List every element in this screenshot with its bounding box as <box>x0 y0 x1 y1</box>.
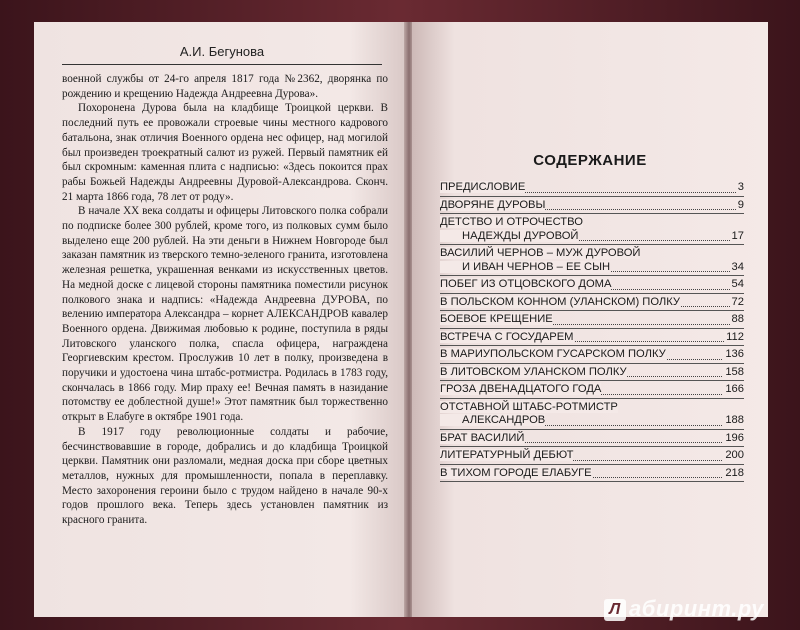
labirint-logo-icon: Л <box>604 599 626 621</box>
toc-page-number: 17 <box>731 229 744 242</box>
toc-entry <box>440 465 744 483</box>
toc-entry-title: В МАРИУПОЛЬСКОМ ГУСАРСКОМ ПОЛКУ <box>440 348 666 360</box>
toc-entry <box>440 276 744 294</box>
toc-page-number: 9 <box>737 198 744 211</box>
toc-page-number: 112 <box>726 330 744 343</box>
toc-entry-title: В ЛИТОВСКОМ УЛАНСКОМ ПОЛКУ <box>440 365 627 378</box>
toc-page-number: 200 <box>725 449 744 461</box>
toc-entry <box>440 245 744 276</box>
toc-entry-title: ВАСИЛИЙ ЧЕРНОВ – МУЖ ДУРОВОЙ <box>440 247 641 259</box>
paragraph: В 1917 году революционные солдаты и рабочие, бесчинствовавшие в городе, добрались и до кладбища Троицкой церкви. Памятник они разломали, медная доска при сборе цветных металлов, нужных для промышленности, попала в переплавку. Место захоронения героини было с трудом найдено в начале 90-х годов прошлого века. Теперь здесь установлен памятник из красного гранита. <box>62 425 388 527</box>
toc-page-number: 196 <box>725 431 744 444</box>
toc-entry <box>440 399 744 430</box>
toc-entry <box>440 294 744 312</box>
watermark-text: абиринт.ру <box>629 596 764 621</box>
toc-entry-title: В ПОЛЬСКОМ КОННОМ (УЛАНСКОМ) ПОЛКУ <box>440 295 680 308</box>
toc-entry-title: ВСТРЕЧА С ГОСУДАРЕМ <box>440 330 574 343</box>
running-head-author: А.И. Бегунова <box>62 44 382 65</box>
toc-page-number: 158 <box>725 365 744 378</box>
table-of-contents <box>440 179 744 482</box>
toc-entry <box>440 329 744 347</box>
toc-page-number: 188 <box>725 414 744 426</box>
toc-entry-title: ПРЕДИСЛОВИЕ <box>440 181 526 193</box>
paragraph: В начале XX века солдаты и офицеры Литовского полка собрали по подписке более 300 рублей, кроме того, из полковых сумм было выделено еще 200 рублей. На эти деньги в Нижнем Новгороде был заказан памятник из тверского темно-зеленого гранита, изготовлена железная решетка, украшенная венками из искусственных цветов. На медной доске с лицевой стороны памятника поместили рисунок полкового знака и надпись: «Надежда Андреевна ДУРОВА, по велению императора Александра – корнет АЛЕКСАНДРОВ кавалер Военного ордена. Движимая любовью к родине, поступила в ряды Литовского уланского полка, спасла офицера, награждена Георгиевским крестом. Прослужив 10 лет в полку, произведена в поручики и удостоена чина штабс-ротмистра. Родилась в 1783 году, скончалась в 1866 году. Мир праху ее! Вечная память в назидание потомству ее доблестной душе!» Этот памятник был торжественно открыт в Елабуге в октябре 1901 года. <box>62 205 388 424</box>
toc-page-number: 54 <box>731 278 744 290</box>
toc-page-number: 88 <box>731 313 744 325</box>
paragraph: военной службы от 24-го апреля 1817 года №2362, дворянка по рождению и крещению Надежда Андреевна Дурова». <box>62 73 388 100</box>
toc-entry <box>440 364 744 382</box>
toc-entry-title: БОЕВОЕ КРЕЩЕНИЕ <box>440 313 553 325</box>
toc-entry-title: ЛИТЕРАТУРНЫЙ ДЕБЮТ <box>440 449 574 461</box>
toc-entry-title: БРАТ ВАСИЛИЙ <box>440 431 525 444</box>
toc-title: СОДЕРЖАНИЕ <box>533 152 647 169</box>
toc-page-number: 72 <box>731 295 744 308</box>
toc-page-number: 34 <box>731 260 744 273</box>
body-text <box>62 72 388 528</box>
toc-page-number: 218 <box>725 466 744 479</box>
toc-entry-title: ДВОРЯНЕ ДУРОВЫ <box>440 198 546 211</box>
right-page <box>412 22 768 617</box>
toc-entry <box>440 381 744 399</box>
toc-entry <box>440 311 744 329</box>
toc-entry-title: ГРОЗА ДВЕНАДЦАТОГО ГОДА <box>440 383 602 395</box>
toc-page-number: 3 <box>737 181 744 193</box>
toc-page-number: 136 <box>725 348 744 360</box>
left-page <box>34 22 406 617</box>
toc-entry <box>440 197 744 215</box>
toc-entry <box>440 430 744 448</box>
toc-entry-title: ПОБЕГ ИЗ ОТЦОВСКОГО ДОМА <box>440 278 612 290</box>
toc-entry <box>440 447 744 465</box>
toc-entry-title-line2: НАДЕЖДЫ ДУРОВОЙ <box>440 230 578 242</box>
toc-entry <box>440 346 744 364</box>
toc-entry-title: ОТСТАВНОЙ ШТАБС-РОТМИСТР <box>440 400 618 413</box>
paragraph: Похоронена Дурова была на кладбище Троицкой церкви. В последний путь ее провожали строевые чины местного кадрового батальона, знак отличия Военного ордена нес офицер, над могилой был произведен троекратный салют из ружей. Первый памятник ей был скромным: каменная плита с надписью: «Здесь покоится прах рабы Божьей Надежды Андреевны Дуровой-Александрова. Сконч. 21 марта 1866 года, 78 лет от роду». <box>62 102 388 203</box>
toc-page-number: 166 <box>725 383 744 395</box>
toc-entry-title: В ТИХОМ ГОРОДЕ ЕЛАБУГЕ <box>440 466 592 479</box>
toc-entry <box>440 214 744 245</box>
toc-entry-title-line2: И ИВАН ЧЕРНОВ – ЕЕ СЫН <box>440 261 610 273</box>
labirint-watermark <box>604 596 764 622</box>
toc-entry-title-line2: АЛЕКСАНДРОВ <box>440 414 545 426</box>
toc-entry <box>440 179 744 197</box>
toc-entry-title: ДЕТСТВО И ОТРОЧЕСТВО <box>440 216 583 228</box>
